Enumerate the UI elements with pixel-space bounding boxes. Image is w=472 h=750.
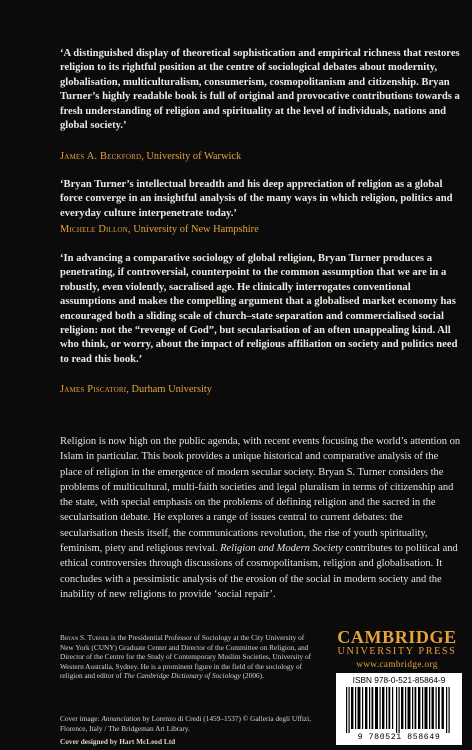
publisher-logo	[330, 628, 464, 670]
reviewer-affiliation: , University of New Hampshire	[128, 224, 259, 235]
isbn-barcode	[336, 673, 462, 745]
review-quote-2: ‘Bryan Turner’s intellectual breadth and his deep appreciation of religion as a global force converge in an insightful analysis of the many ways in which religion, politics and everyday culture interpenetrate today.’	[60, 179, 453, 219]
artwork-title: Annunciation	[101, 714, 141, 723]
barcode-digits: 9 780521 858649	[357, 733, 441, 742]
review-attribution-2	[60, 223, 460, 237]
review-attribution-3	[60, 383, 460, 397]
reviewer-affiliation: , Durham University	[126, 384, 212, 395]
reviewer-name: James A. Beckford	[60, 151, 142, 162]
review-quote-1: ‘A distinguished display of theoretical sophistication and empirical richness that restores religion to its rightful position at the centre of sociological debates about modernity, globalisation, multiculturalism, consumerism, cosmopolitanism and citizenship. Bryan Turner’s highly readable book is full of original and provocative contributions towards a fresh understanding of religion and spirituality at the level of individuals, nations and global society.’	[60, 48, 460, 132]
isbn-label: ISBN 978-0-521-85864-9	[352, 675, 446, 685]
description-text-1: Religion is now high on the public agenda, with recent events focusing the world’s attention on Islam in particular. This book provides a unique historical and comparative analysis of the place of religion in the emergence of modern secular society. Bryan S. Turner considers the problems of multicultural, multi-faith societies and legal pluralism in terms of citizenship and the state, with special emphasis on the problems of defining religion and the sacred in the secularisation debate. He explores a range of issues central to current debates: the secularisation thesis itself, the communications revolution, the rise of youth spirituality, feminism, piety and religious revival.	[60, 436, 461, 555]
reviewer-affiliation: , University of Warwick	[141, 151, 242, 162]
barcode-bars	[344, 687, 454, 733]
review-quote-3: ‘In advancing a comparative sociology of global religion, Bryan Turner produces a penetrating, if controversial, counterpoint to the common assumption that we are in a robustly, even violently, sacralised age. He clinically interrogates conventional assumptions and makes the compelling argument that a globalised market economy has encouraged both a sliding scale of church–state separation and commercialised social religion: not the “revenge of God”, but secularisation of an often unappealing kind. All who think, or worry, about the impact of religious affiliation on society and politics need to read this book.’	[60, 253, 458, 365]
cover-design-credit: Cover designed by Hart McLeod Ltd	[60, 737, 176, 746]
review-attribution-1	[60, 150, 460, 164]
bio-text: is the Presidential Professor of Sociology at the City University of New York (CUNY) Graduate Center and Director of the Committee on Religion, and Director of the Centre for the Study of Contemporary Muslim Societies, University of Western Australia, Sydney. He is a prominent figure in the field of the sociology of religion and editor of	[60, 633, 312, 681]
publisher-url: www.cambridge.org	[356, 659, 438, 669]
book-description	[60, 434, 462, 602]
publisher-press: UNIVERSITY PRESS	[337, 646, 457, 657]
bio-end: (2006).	[240, 671, 264, 681]
publisher-name: CAMBRIDGE	[337, 627, 457, 647]
reviewer-name: Michele Dillon	[60, 224, 129, 235]
reviewer-name: James Piscatori	[60, 384, 127, 395]
author-bio	[60, 633, 314, 681]
book-title-inline: Religion and Modern Society	[220, 543, 343, 555]
bio-dictionary-title: The Cambridge Dictionary of Sociology	[123, 671, 241, 681]
author-name: Bryan S. Turner	[60, 633, 110, 642]
description-text-2: contributes to political and ethical controversies through discussions of cosmopolitanism, religion and globalisation. It concludes with a pessimistic analysis of the erosion of the social in modern society and the inability of new religions to provide ‘social repair’.	[60, 543, 458, 600]
cover-image-credit: Cover image: Annunciation by Lorenzo di Credi (1459–1537) © Galleria degli Uffizi, Florence, Italy / The Bridgeman Art Library.	[60, 714, 312, 733]
